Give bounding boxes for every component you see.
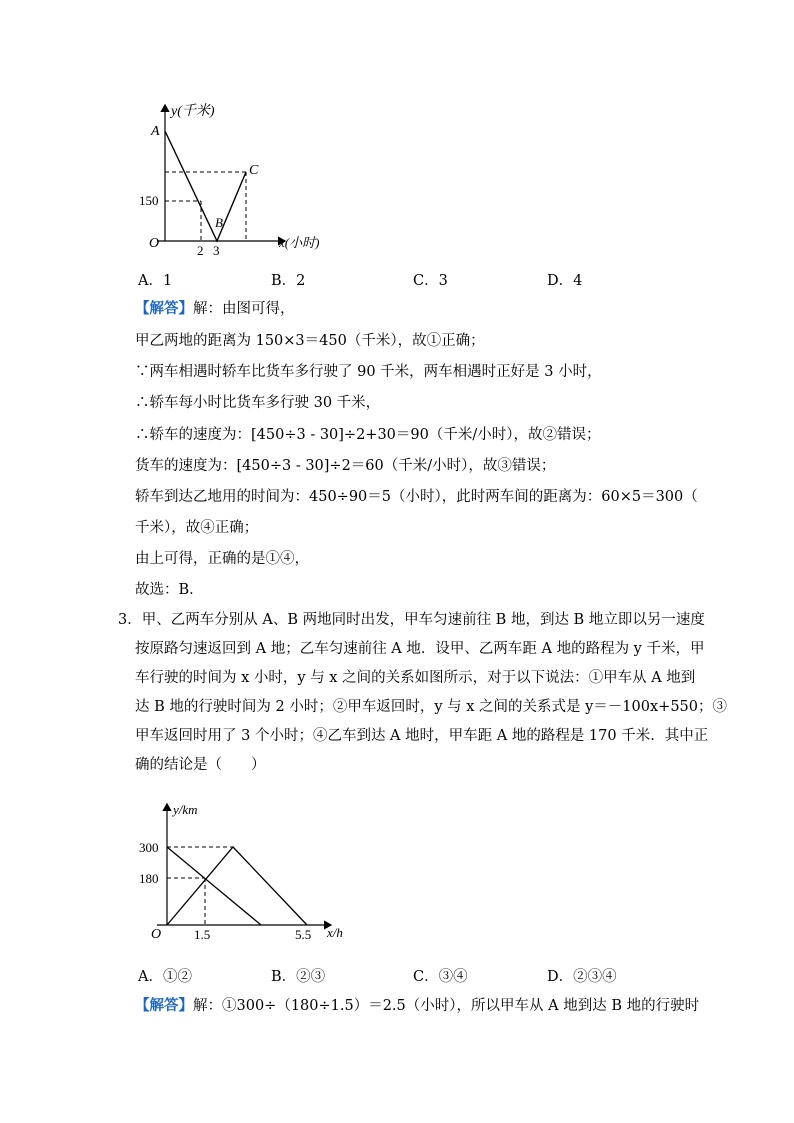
graph1-origin: O (149, 236, 160, 251)
graph1-y-tick: 150 (139, 193, 159, 208)
graph1-point-c: C (249, 163, 259, 178)
q3-option-a[interactable]: A．①② (138, 969, 192, 985)
q2-answer-line: 货车的速度为：[450÷3 - 30]÷2＝60（千米/小时），故③错误； (135, 458, 556, 474)
q3-number: 3． (118, 612, 142, 628)
q3-line: 达 B 地的行驶时间为 2 小时；②甲车返回时，y 与 x 之间的关系式是 y＝－100x+550；③ (135, 699, 727, 715)
q2-answer-line: ∵两车相遇时轿车比货车多行驶了 90 千米，两车相遇时正好是 3 小时， (135, 364, 602, 380)
q3-line: 按原路匀速返回到 A 地；乙车匀速前往 A 地．设甲、乙两车距 A 地的路程为 y 千米，甲 (135, 641, 705, 657)
q3-line: 甲车返回时用了 3 个小时；④乙车到达 A 地时，甲车距 A 地的路程是 170 千米．其中正 (135, 728, 709, 744)
q2-answer-line: 甲乙两地的距离为 150×3＝450（千米），故①正确； (135, 333, 485, 349)
q2-option-d[interactable]: D．4 (547, 273, 583, 289)
q2-option-b[interactable]: B．2 (271, 273, 306, 289)
answer-tag: 【解答】 (135, 997, 193, 1014)
answer-tag: 【解答】 (135, 300, 193, 317)
q2-answer-line: ∴轿车的速度为：[450÷3 - 30]÷2+30＝90（千米/小时），故②错误； (135, 427, 601, 443)
graph2-y-tick-180: 180 (139, 871, 159, 886)
q2-answer-line: 轿车到达乙地用的时间为：450÷90＝5（小时），此时两车间的距离为：60×5＝300（ (135, 489, 698, 505)
question-3 (118, 606, 727, 780)
graph1-x-label: x(小时) (279, 235, 320, 250)
q3-option-c[interactable]: C．③④ (413, 969, 468, 985)
q2-answer-line: ∴轿车每小时比货车多行驶 30 千米， (135, 395, 381, 411)
graph2-x-tick-5-5: 5.5 (295, 927, 312, 942)
q2-option-c[interactable]: C．3 (413, 273, 448, 289)
graph2-y-label: y/km (173, 802, 198, 817)
graph2-x-tick-1-5: 1.5 (194, 927, 211, 942)
q3-answer: 【解答】解：①300÷（180÷1.5）＝2.5（小时），所以甲车从 A 地到达 B 地的行驶时 (135, 997, 700, 1014)
graph1-line-abc (165, 131, 246, 241)
graph-distance-time-1 (135, 95, 355, 265)
graph2-line-yi (167, 847, 261, 925)
q3-option-d[interactable]: D．②③④ (547, 969, 617, 985)
graph1-point-a: A (151, 124, 160, 139)
q2-answer-line: 由上可得，正确的是①④， (135, 551, 309, 567)
q2-answer-intro: 【解答】解：由图可得， (135, 300, 295, 317)
q3-line-1: 3．甲、乙两车分别从 A、B 两地同时出发，甲车匀速前往 B 地，到达 B 地立即以另一速度 (118, 612, 705, 628)
q3-line: 车行驶的时间为 x 小时，y 与 x 之间的关系如图所示，对于以下说法：①甲车从 A 地到 (135, 670, 696, 686)
graph2-origin: O (151, 927, 162, 942)
graph1-x-tick-1: 2 (197, 243, 204, 258)
q2-option-a[interactable]: A．1 (138, 273, 173, 289)
graph-distance-time-2 (135, 798, 365, 948)
graph2-line-jia (167, 847, 307, 925)
graph2-y-tick-300: 300 (139, 840, 159, 855)
graph2-x-label: x/h (327, 925, 343, 940)
graph1-x-tick-2: 3 (213, 243, 220, 258)
q3-option-b[interactable]: B．②③ (271, 969, 326, 985)
q2-answer-line: 千米），故④正确； (135, 520, 259, 536)
graph1-point-b: B (215, 215, 223, 230)
q3-line: 确的结论是（ ） (135, 757, 266, 773)
graph1-y-label: y(千米) (171, 104, 215, 119)
q2-answer-line: 故选：B． (135, 582, 204, 598)
